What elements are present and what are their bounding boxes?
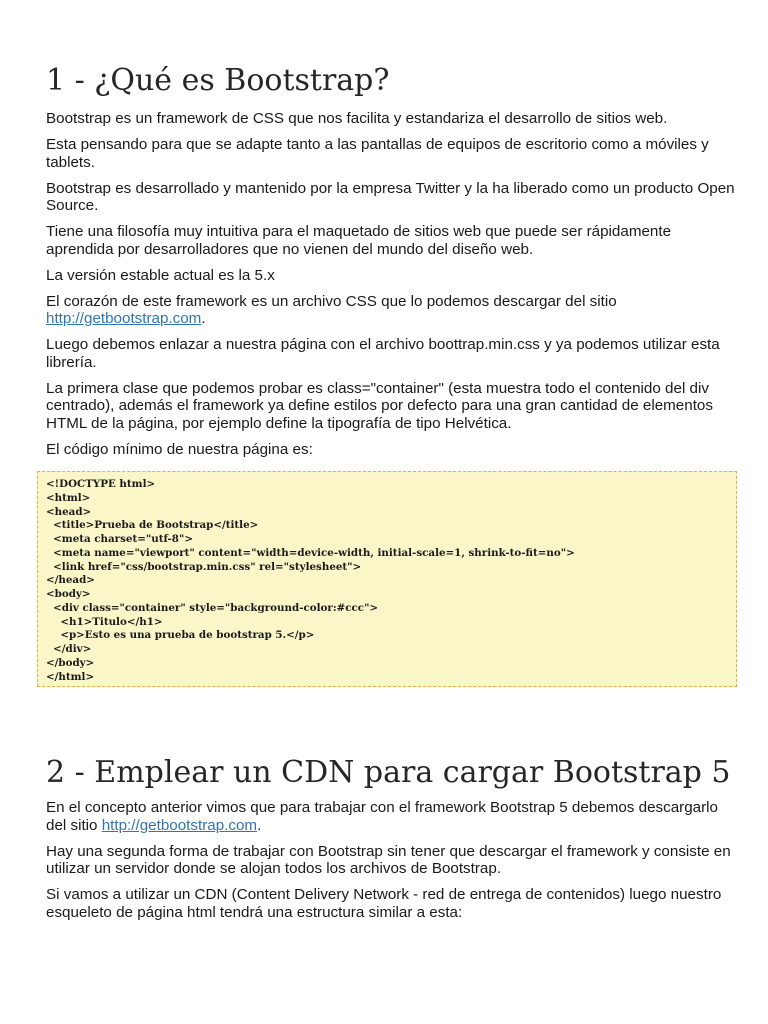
code-line: </html> [46, 670, 95, 683]
paragraph-text: El corazón de este framework es un archivo CSS que lo podemos descargar del sitio [46, 292, 617, 310]
code-line: </head> [46, 574, 95, 587]
section-1-body [46, 110, 736, 467]
code-line: <meta name="viewport" content="width=device-width, initial-scale=1, shrink-to-fit=no"> [46, 546, 575, 559]
code-line: <div class="container" style="background-color:#ccc"> [46, 601, 379, 614]
paragraph-end: . [257, 816, 262, 834]
code-line: <!DOCTYPE html> [46, 478, 156, 490]
code-line: <title>Prueba de Bootstrap</title> [46, 519, 259, 532]
code-line: </body> [46, 656, 95, 669]
paragraph [46, 799, 736, 834]
paragraph: Bootstrap es desarrollado y mantenido por la empresa Twitter y la ha liberado como un producto Open Source. [46, 179, 735, 215]
paragraph: Si vamos a utilizar un CDN (Content Delivery Network - red de entrega de contenidos) luego nuestro esqueleto de página html tendrá una estructura similar a esta: [46, 886, 722, 921]
getbootstrap-link[interactable]: http://getbootstrap.com [46, 310, 202, 328]
getbootstrap-link[interactable]: http://getbootstrap.com [101, 816, 258, 834]
section-2-body [46, 799, 736, 930]
code-line: <p>Esto es una prueba de bootstrap 5.</p> [46, 629, 315, 642]
paragraph: Luego debemos enlazar a nuestra página con el archivo boottrap.min.css y ya podemos utilizar esta librería. [46, 336, 720, 371]
paragraph: Esta pensando para que se adapte tanto a las pantallas de equipos de escritorio como a móviles y tablets. [46, 135, 709, 171]
paragraph-end: . [201, 310, 206, 328]
paragraph: Hay una segunda forma de trabajar con Bootstrap sin tener que descargar el framework y consiste en utilizar un servidor donde se alojan todos los archivos de Bootstrap. [46, 842, 731, 878]
code-line: <link href="css/bootstrap.min.css" rel="stylesheet"> [46, 560, 362, 573]
code-line: <head> [46, 505, 92, 518]
paragraph: Tiene una filosofía muy intuitiva para el maquetado de sitios web que puede ser rápidamente aprendida por desarrolladores que no vienen del mundo del diseño web. [46, 223, 672, 258]
section-1-title: 1 - ¿Qué es Bootstrap? [46, 63, 390, 98]
paragraph: Bootstrap es un framework de CSS que nos facilita y estandariza el desarrollo de sitios web. [46, 110, 668, 127]
paragraph: El código mínimo de nuestra página es: [46, 441, 313, 459]
code-line: <html> [46, 491, 91, 504]
paragraph [46, 293, 736, 328]
paragraph-text: En el concepto anterior vimos que para trabajar con el framework Bootstrap 5 debemos descargarlo del sitio [46, 799, 718, 834]
code-block [37, 471, 737, 687]
code-line: <meta charset="utf-8"> [46, 533, 193, 545]
code-line: <h1>Titulo</h1> [46, 615, 163, 628]
paragraph: La primera clase que podemos probar es class="container" (esta muestra todo el contenido del div centrado), además el framework ya define estilos por defecto para una gran cantidad de elementos HTML de la página, por ejemplo define la tipografía de tipo Helvética. [46, 379, 713, 433]
code-line: </div> [46, 643, 92, 655]
paragraph: La versión estable actual es la 5.x [46, 266, 275, 284]
section-2-title: 2 - Emplear un CDN para cargar Bootstrap 5 [46, 755, 731, 790]
code-line: <body> [46, 588, 91, 600]
